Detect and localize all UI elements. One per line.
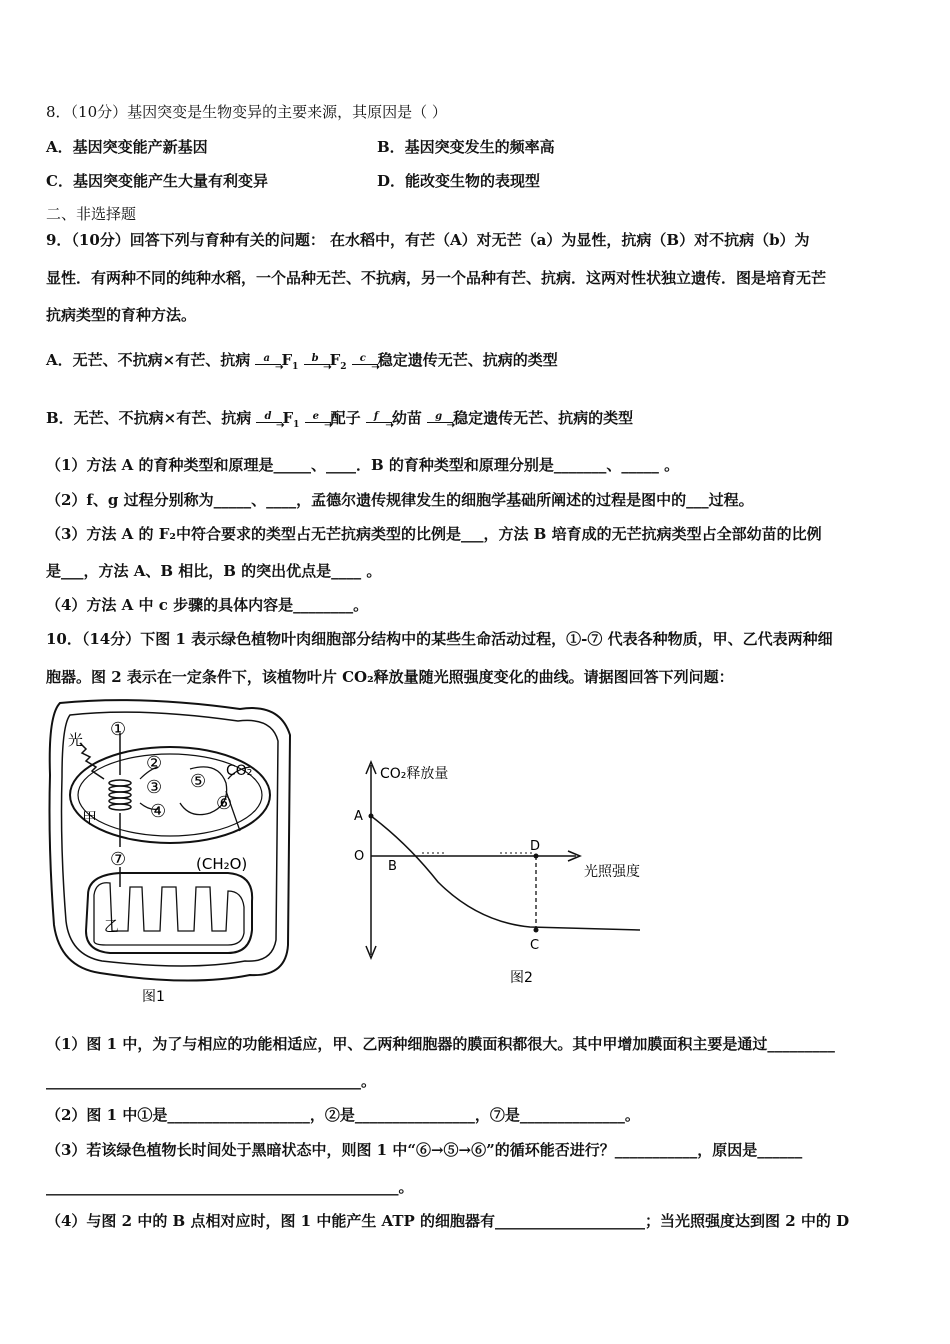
q9-method-a: A．无芒、不抗病×有芒、抗病 a ➝ $F_1$ b ➝ $F_2$ c ➝ 稳定遗传无芒、抗病的类型 bbox=[46, 350, 558, 377]
label-2: ② bbox=[146, 753, 163, 774]
arrow-e: e ➝ bbox=[305, 415, 331, 435]
q10-sub-2: （2）图 1 中①是___________________，②是________________，⑦是______________。 bbox=[46, 1106, 640, 1124]
q9-line-3: 抗病类型的育种方法。 bbox=[46, 306, 197, 324]
f2-label: F bbox=[329, 351, 341, 369]
light-label: 光 bbox=[68, 731, 84, 749]
q8-option-b: B．基因突变发生的频率高 bbox=[377, 138, 555, 156]
arrow-b: b ➝ bbox=[304, 357, 330, 377]
method-a-end: 稳定遗传无芒、抗病的类型 bbox=[377, 351, 558, 369]
y-axis-label: CO₂释放量 bbox=[380, 766, 449, 782]
point-a-label: A bbox=[354, 809, 363, 824]
q10-sub-4: （4）与图 2 中的 B 点相对应时，图 1 中能产生 ATP 的细胞器有____________________；当光照强度达到图 2 中的 D bbox=[46, 1212, 850, 1230]
q10-line-1: 10．（14分）下图 1 表示绿色植物叶肉细胞部分结构中的某些生命活动过程，①-⑦ 代表各种物质，甲、乙代表两种细 bbox=[46, 630, 833, 648]
q10-sub-1b: __________________________________________。 bbox=[46, 1072, 377, 1090]
q9-line-1: 9．（10分）回答下列与育种有关的问题： 在水稻中，有芒（A）对无芒（a）为显性，抗病（B）对不抗病（b）为 bbox=[46, 231, 810, 249]
label-3: ③ bbox=[146, 777, 163, 798]
jia-label: 甲 bbox=[82, 809, 98, 827]
figure-1-caption: 图1 bbox=[142, 989, 165, 1005]
q9-line-2: 显性．有两种不同的纯种水稻，一个品种无芒、不抗病，另一个品种有芒、抗病．这两对性状独立遗传．图是培育无芒 bbox=[46, 269, 827, 287]
x-axis-label: 光照强度 bbox=[584, 864, 640, 880]
ch2o-label: (CH₂O) bbox=[196, 855, 248, 873]
yi-label: 乙 bbox=[104, 917, 120, 935]
section-heading: 二、非选择题 bbox=[46, 205, 137, 223]
q9-sub-3b: 是___，方法 A、B 相比，B 的突出优点是____ 。 bbox=[46, 562, 382, 580]
arrow-g: g ➝ bbox=[427, 415, 453, 435]
mitochondrion-cristae bbox=[94, 883, 244, 945]
origin-label: O bbox=[354, 849, 365, 864]
seedling-label: 幼苗 bbox=[391, 409, 422, 427]
figure-2 bbox=[340, 750, 670, 995]
label-5: ⑤ bbox=[190, 771, 207, 792]
figure-2-caption: 图2 bbox=[510, 970, 533, 986]
q8-stem: 8．（10分）基因突变是生物变异的主要来源，其原因是（ ） bbox=[46, 103, 447, 121]
q10-sub-3a: （3）若该绿色植物长时间处于黑暗状态中，则图 1 中“⑥→⑤→⑥”的循环能否进行？___________，原因是______ bbox=[46, 1141, 803, 1159]
point-d-label: D bbox=[530, 839, 541, 854]
q9-sub-3a: （3）方法 A 的 F₂中符合要求的类型占无芒抗病类型的比例是___，方法 B 培育成的无芒抗病类型占全部幼苗的比例 bbox=[46, 525, 822, 543]
method-a-prefix: A．无芒、不抗病×有芒、抗病 bbox=[46, 351, 251, 369]
q10-line-2: 胞器。图 2 表示在一定条件下，该植物叶片 CO₂释放量随光照强度变化的曲线。请据图回答下列问题： bbox=[46, 668, 734, 686]
grana-icon bbox=[109, 780, 131, 810]
f1-label: F bbox=[281, 351, 293, 369]
figure-1 bbox=[40, 695, 300, 1010]
arrow-c: c ➝ bbox=[352, 357, 378, 377]
q8-option-c: C．基因突变能产生大量有利变异 bbox=[46, 172, 268, 190]
gamete-label: 配子 bbox=[330, 409, 361, 427]
chloroplast-outer bbox=[70, 747, 270, 843]
q9-sub-4: （4）方法 A 中 c 步骤的具体内容是________。 bbox=[46, 596, 369, 614]
method-b-prefix: B．无芒、不抗病×有芒、抗病 bbox=[46, 409, 252, 427]
label-7: ⑦ bbox=[110, 849, 127, 870]
cell-wall-outer bbox=[50, 700, 291, 980]
point-b-label: B bbox=[388, 859, 397, 874]
q9-sub-2: （2）f、g 过程分别称为_____、____，孟德尔遗传规律发生的细胞学基础所阐述的过程是图中的___过程。 bbox=[46, 491, 754, 509]
point-c-label: C bbox=[530, 938, 540, 953]
arrow-a: a ➝ bbox=[255, 357, 281, 377]
q8-option-a: A．基因突变能产新基因 bbox=[46, 138, 208, 156]
label-4: ④ bbox=[150, 801, 167, 822]
label-1: ① bbox=[110, 719, 127, 740]
q10-sub-3b: _______________________________________________。 bbox=[46, 1178, 414, 1196]
f1-label-b: F bbox=[282, 409, 294, 427]
method-b-end: 稳定遗传无芒、抗病的类型 bbox=[453, 409, 634, 427]
q10-sub-1a: （1）图 1 中，为了与相应的功能相适应，甲、乙两种细胞器的膜面积都很大。其中甲增加膜面积主要是通过_________ bbox=[46, 1035, 835, 1053]
q8-option-d: D．能改变生物的表现型 bbox=[377, 172, 541, 190]
arrow-d: d ➝ bbox=[256, 415, 282, 435]
label-6: ⑥ bbox=[216, 793, 233, 814]
arrow-f: f ➝ bbox=[366, 415, 392, 435]
q9-sub-1: （1）方法 A 的育种类型和原理是_____、____．B 的育种类型和原理分别是_______、_____ 。 bbox=[46, 456, 680, 474]
co2-label: CO₂ bbox=[226, 763, 253, 779]
q9-method-b: B．无芒、不抗病×有芒、抗病 d ➝ $F_1$ e ➝ 配子 f ➝ 幼苗 g ➝ 稳定遗传无芒、抗病的类型 bbox=[46, 408, 633, 435]
